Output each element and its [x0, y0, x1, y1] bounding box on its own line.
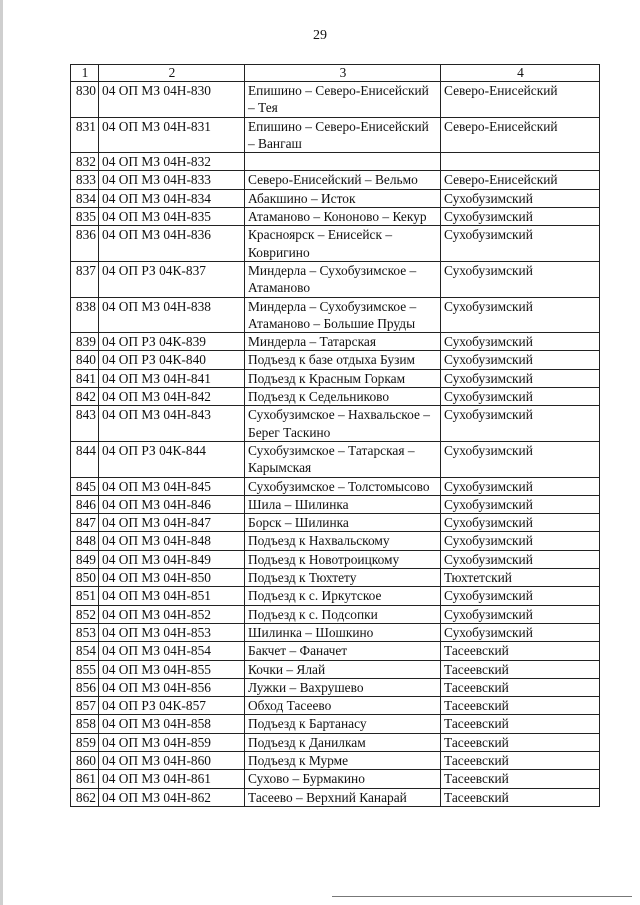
- road-code: 04 ОП МЗ 04Н-848: [99, 532, 245, 550]
- road-name: Подъезд к Красным Горкам: [245, 369, 441, 387]
- road-code: 04 ОП МЗ 04Н-859: [99, 733, 245, 751]
- row-number: 844: [71, 441, 99, 477]
- table-row: [71, 642, 600, 660]
- district-name: Сухобузимский: [441, 514, 600, 532]
- road-code: 04 ОП РЗ 04К-839: [99, 333, 245, 351]
- road-code: 04 ОП МЗ 04Н-845: [99, 477, 245, 495]
- district-name: Сухобузимский: [441, 495, 600, 513]
- table-row: [71, 441, 600, 477]
- road-code: 04 ОП МЗ 04Н-862: [99, 788, 245, 806]
- district-name: Сухобузимский: [441, 261, 600, 297]
- row-number: 833: [71, 171, 99, 189]
- road-code: 04 ОП МЗ 04Н-847: [99, 514, 245, 532]
- district-name: Тасеевский: [441, 660, 600, 678]
- road-code: 04 ОП МЗ 04Н-850: [99, 569, 245, 587]
- row-number: 838: [71, 297, 99, 333]
- road-name: Борск – Шилинка: [245, 514, 441, 532]
- district-name: Тасеевский: [441, 697, 600, 715]
- table-row: [71, 770, 600, 788]
- table-row: [71, 369, 600, 387]
- table-row: [71, 297, 600, 333]
- district-name: Сухобузимский: [441, 388, 600, 406]
- road-name: Обход Тасеево: [245, 697, 441, 715]
- road-code: 04 ОП МЗ 04Н-838: [99, 297, 245, 333]
- district-name: Сухобузимский: [441, 550, 600, 568]
- row-number: 835: [71, 208, 99, 226]
- table-row: [71, 171, 600, 189]
- road-name: Епишино – Северо-Енисейский – Вангаш: [245, 117, 441, 153]
- table-row: [71, 733, 600, 751]
- row-number: 842: [71, 388, 99, 406]
- road-name: Шила – Шилинка: [245, 495, 441, 513]
- row-number: 855: [71, 660, 99, 678]
- row-number: 859: [71, 733, 99, 751]
- road-code: 04 ОП РЗ 04К-840: [99, 351, 245, 369]
- road-name: Подъезд к Мурме: [245, 751, 441, 769]
- table-row: [71, 514, 600, 532]
- column-header-road-name: 3: [245, 65, 441, 82]
- table-row: [71, 406, 600, 442]
- scan-edge: [0, 0, 3, 905]
- district-name: Сухобузимский: [441, 605, 600, 623]
- road-code: 04 ОП МЗ 04Н-858: [99, 715, 245, 733]
- road-name: [245, 153, 441, 171]
- row-number: 846: [71, 495, 99, 513]
- table-row: [71, 333, 600, 351]
- table-row: [71, 569, 600, 587]
- road-code: 04 ОП МЗ 04Н-842: [99, 388, 245, 406]
- table-row: [71, 587, 600, 605]
- road-code: 04 ОП МЗ 04Н-834: [99, 189, 245, 207]
- district-name: Сухобузимский: [441, 226, 600, 262]
- row-number: 851: [71, 587, 99, 605]
- row-number: 845: [71, 477, 99, 495]
- road-name: Сухобузимское – Толстомысово: [245, 477, 441, 495]
- table-row: [71, 788, 600, 806]
- table-row: [71, 82, 600, 118]
- road-code: 04 ОП МЗ 04Н-852: [99, 605, 245, 623]
- road-code: 04 ОП МЗ 04Н-853: [99, 623, 245, 641]
- road-code: 04 ОП МЗ 04Н-836: [99, 226, 245, 262]
- road-name: Подъезд к Тюхтету: [245, 569, 441, 587]
- table-row: [71, 550, 600, 568]
- road-code: 04 ОП МЗ 04Н-849: [99, 550, 245, 568]
- road-code: 04 ОП МЗ 04Н-841: [99, 369, 245, 387]
- table-row: [71, 623, 600, 641]
- road-name: Подъезд к Бартанасу: [245, 715, 441, 733]
- road-name: Атаманово – Кононово – Кекур: [245, 208, 441, 226]
- road-name: Тасеево – Верхний Канарай: [245, 788, 441, 806]
- road-code: 04 ОП РЗ 04К-837: [99, 261, 245, 297]
- column-header-number: 1: [71, 65, 99, 82]
- row-number: 847: [71, 514, 99, 532]
- district-name: Сухобузимский: [441, 441, 600, 477]
- road-name: Шилинка – Шошкино: [245, 623, 441, 641]
- road-name: Подъезд к базе отдыха Бузим: [245, 351, 441, 369]
- road-name: Подъезд к Нахвальскому: [245, 532, 441, 550]
- road-code: 04 ОП МЗ 04Н-861: [99, 770, 245, 788]
- table-row: [71, 117, 600, 153]
- row-number: 830: [71, 82, 99, 118]
- road-name: Сухово – Бурмакино: [245, 770, 441, 788]
- road-code: 04 ОП МЗ 04Н-830: [99, 82, 245, 118]
- road-code: 04 ОП РЗ 04К-844: [99, 441, 245, 477]
- district-name: Сухобузимский: [441, 623, 600, 641]
- district-name: Сухобузимский: [441, 477, 600, 495]
- row-number: 852: [71, 605, 99, 623]
- district-name: Сухобузимский: [441, 532, 600, 550]
- district-name: Северо-Енисейский: [441, 171, 600, 189]
- road-code: 04 ОП МЗ 04Н-854: [99, 642, 245, 660]
- header-row: [71, 65, 600, 82]
- row-number: 848: [71, 532, 99, 550]
- road-name: Подъезд к Седельниково: [245, 388, 441, 406]
- table-row: [71, 226, 600, 262]
- road-code: 04 ОП МЗ 04Н-833: [99, 171, 245, 189]
- road-code: 04 ОП МЗ 04Н-860: [99, 751, 245, 769]
- table-row: [71, 153, 600, 171]
- district-name: Тасеевский: [441, 733, 600, 751]
- road-code: 04 ОП МЗ 04Н-835: [99, 208, 245, 226]
- column-header-district: 4: [441, 65, 600, 82]
- row-number: 860: [71, 751, 99, 769]
- row-number: 840: [71, 351, 99, 369]
- road-code: 04 ОП РЗ 04К-857: [99, 697, 245, 715]
- table-row: [71, 678, 600, 696]
- table-row: [71, 605, 600, 623]
- road-name: Миндерла – Сухобузимское – Атаманово: [245, 261, 441, 297]
- road-name: Северо-Енисейский – Вельмо: [245, 171, 441, 189]
- road-name: Миндерла – Татарская: [245, 333, 441, 351]
- road-name: Епишино – Северо-Енисейский – Тея: [245, 82, 441, 118]
- road-code: 04 ОП МЗ 04Н-843: [99, 406, 245, 442]
- district-name: Тасеевский: [441, 642, 600, 660]
- district-name: Сухобузимский: [441, 189, 600, 207]
- row-number: 861: [71, 770, 99, 788]
- column-header-code: 2: [99, 65, 245, 82]
- row-number: 837: [71, 261, 99, 297]
- table-row: [71, 189, 600, 207]
- road-code: 04 ОП МЗ 04Н-832: [99, 153, 245, 171]
- table-row: [71, 208, 600, 226]
- district-name: Тасеевский: [441, 678, 600, 696]
- row-number: 850: [71, 569, 99, 587]
- district-name: [441, 153, 600, 171]
- bottom-rule: [332, 896, 632, 897]
- road-name: Бакчет – Фаначет: [245, 642, 441, 660]
- road-name: Подъезд к с. Подсопки: [245, 605, 441, 623]
- district-name: Тасеевский: [441, 715, 600, 733]
- district-name: Сухобузимский: [441, 351, 600, 369]
- table-row: [71, 532, 600, 550]
- table-row: [71, 697, 600, 715]
- table-row: [71, 261, 600, 297]
- table-row: [71, 477, 600, 495]
- page-number: 29: [313, 28, 327, 43]
- row-number: 854: [71, 642, 99, 660]
- row-number: 858: [71, 715, 99, 733]
- road-name: Лужки – Вахрушево: [245, 678, 441, 696]
- district-name: Тасеевский: [441, 788, 600, 806]
- district-name: Сухобузимский: [441, 297, 600, 333]
- district-name: Тасеевский: [441, 751, 600, 769]
- row-number: 849: [71, 550, 99, 568]
- road-code: 04 ОП МЗ 04Н-851: [99, 587, 245, 605]
- table-row: [71, 715, 600, 733]
- road-name: Абакшино – Исток: [245, 189, 441, 207]
- road-name: Подъезд к с. Иркутское: [245, 587, 441, 605]
- table-row: [71, 751, 600, 769]
- row-number: 831: [71, 117, 99, 153]
- table-row: [71, 351, 600, 369]
- row-number: 853: [71, 623, 99, 641]
- table-row: [71, 495, 600, 513]
- row-number: 841: [71, 369, 99, 387]
- row-number: 843: [71, 406, 99, 442]
- district-name: Северо-Енисейский: [441, 117, 600, 153]
- district-name: Сухобузимский: [441, 587, 600, 605]
- road-name: Подъезд к Новотроицкому: [245, 550, 441, 568]
- road-name: Красноярск – Енисейск – Ковригино: [245, 226, 441, 262]
- road-name: Миндерла – Сухобузимское – Атаманово – Большие Пруды: [245, 297, 441, 333]
- road-name: Сухобузимское – Нахвальское – Берег Таскино: [245, 406, 441, 442]
- road-code: 04 ОП МЗ 04Н-856: [99, 678, 245, 696]
- district-name: Сухобузимский: [441, 406, 600, 442]
- district-name: Тасеевский: [441, 770, 600, 788]
- row-number: 834: [71, 189, 99, 207]
- district-name: Сухобузимский: [441, 369, 600, 387]
- road-code: 04 ОП МЗ 04Н-855: [99, 660, 245, 678]
- row-number: 836: [71, 226, 99, 262]
- road-name: Кочки – Ялай: [245, 660, 441, 678]
- district-name: Сухобузимский: [441, 208, 600, 226]
- road-code: 04 ОП МЗ 04Н-831: [99, 117, 245, 153]
- district-name: Северо-Енисейский: [441, 82, 600, 118]
- road-registry-table: [70, 64, 600, 807]
- road-name: Сухобузимское – Татарская – Карымская: [245, 441, 441, 477]
- row-number: 856: [71, 678, 99, 696]
- road-code: 04 ОП МЗ 04Н-846: [99, 495, 245, 513]
- table-row: [71, 388, 600, 406]
- row-number: 857: [71, 697, 99, 715]
- row-number: 862: [71, 788, 99, 806]
- row-number: 839: [71, 333, 99, 351]
- table-row: [71, 660, 600, 678]
- district-name: Сухобузимский: [441, 333, 600, 351]
- row-number: 832: [71, 153, 99, 171]
- road-name: Подъезд к Данилкам: [245, 733, 441, 751]
- district-name: Тюхтетский: [441, 569, 600, 587]
